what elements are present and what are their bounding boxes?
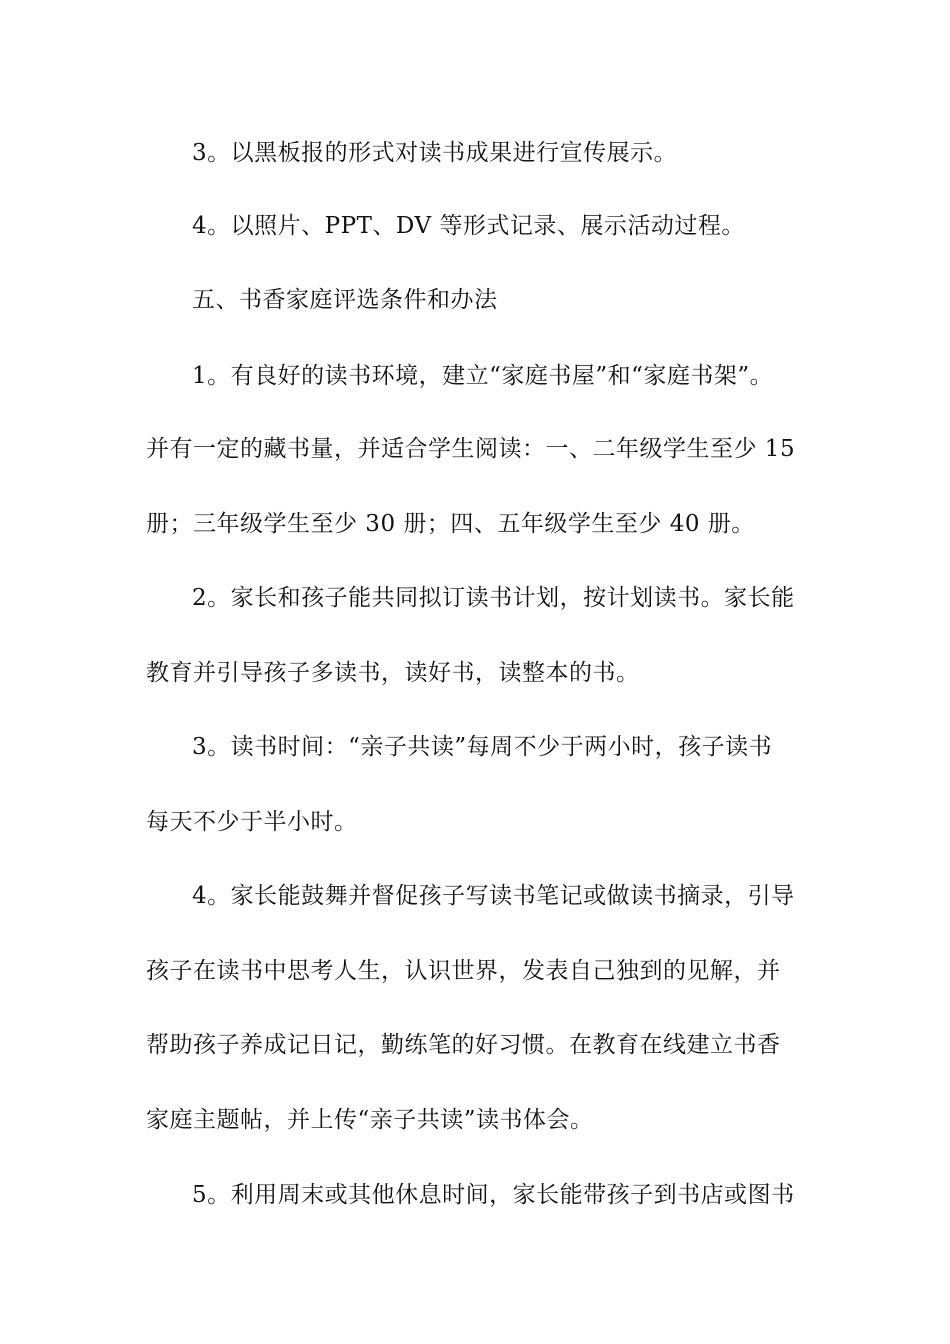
paragraph-line: 每天不少于半小时。 [146,809,358,835]
paragraph-line: 家庭主题帖，并上传“亲子共读”读书体会。 [146,1107,594,1133]
paragraph-line: 4。以照片、PPT、DV 等形式记录、展示活动过程。 [192,213,745,239]
paragraph-line: 教育并引导孩子多读书，读好书，读整本的书。 [146,660,640,686]
paragraph-line: 4。家长能鼓舞并督促孩子写读书笔记或做读书摘录，引导 [192,883,795,909]
section-heading: 五、书香家庭评选条件和办法 [192,287,498,313]
paragraph-line: 5。利用周末或其他休息时间，家长能带孩子到书店或图书 [192,1182,795,1208]
paragraph-line: 孩子在读书中思考人生，认识世界，发表自己独到的见解，并 [146,958,781,984]
paragraph-line: 1。有良好的读书环境，建立“家庭书屋”和“家庭书架”。 [192,363,774,389]
paragraph-line: 册；三年级学生至少 30 册；四、五年级学生至少 40 册。 [146,511,755,537]
paragraph-line: 并有一定的藏书量，并适合学生阅读：一、二年级学生至少 15 [146,436,796,462]
paragraph-line: 帮助孩子养成记日记，勤练笔的好习惯。在教育在线建立书香 [146,1032,781,1058]
paragraph-line: 2。家长和孩子能共同拟订读书计划，按计划读书。家长能 [192,585,795,611]
paragraph-line: 3。读书时间：“亲子共读”每周不少于两小时，孩子读书 [192,734,773,760]
paragraph-line: 3。以黑板报的形式对读书成果进行宣传展示。 [192,140,678,166]
